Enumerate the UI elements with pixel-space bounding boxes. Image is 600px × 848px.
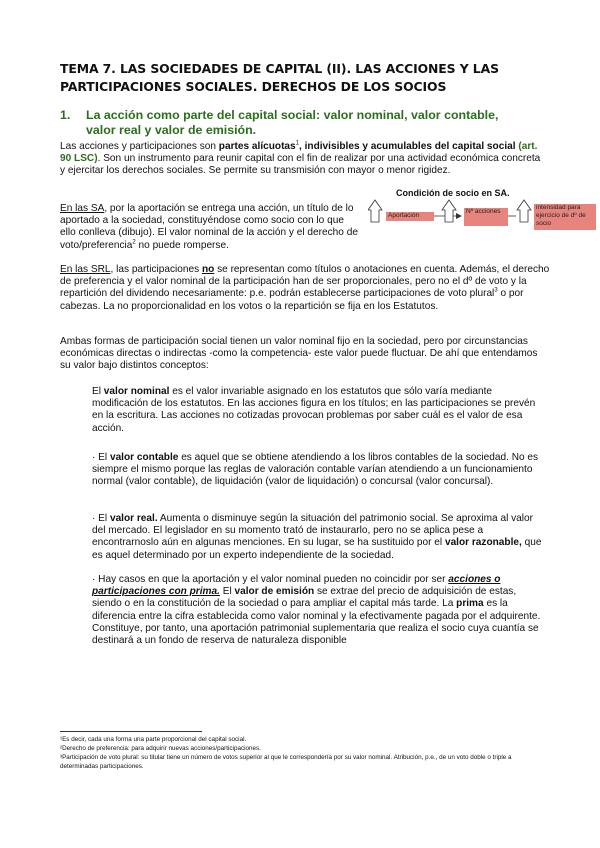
footnote-2: ²Derecho de preferencia: para adquirir nuevas acciones/participaciones.: [60, 745, 261, 752]
text: Las acciones y participaciones son: [60, 141, 219, 152]
diagram-title: Condición de socio en SA.: [396, 188, 510, 198]
bold-text: valor de emisión: [234, 586, 315, 598]
acciones-box: Nº acciones: [464, 208, 508, 226]
footnote-ref: 3: [494, 288, 498, 295]
emphasis-no: no: [201, 264, 215, 275]
text: se representan como títulos o anotaciones en cuenta. Además, el derecho de preferencia y el valor nominal de la participación han de ser proporcionales, pero no el dº de voto y la repartición del dividendo necesariamente: p.e. podrán establecerse participaciones de voto plural: [60, 264, 550, 300]
article-ref: (art. 90 LSC): [60, 141, 538, 165]
valor-real-paragraph: [92, 513, 546, 562]
text: El: [219, 586, 235, 598]
socio-diagram: [368, 188, 598, 244]
text: que es aquel determinado por un experto independiente de la sociedad.: [92, 537, 542, 561]
up-arrow-icon: [368, 200, 382, 222]
valor-nominal-paragraph: [92, 386, 546, 435]
intensidad-box: intensidad para ejercicio de dº de socio: [534, 204, 596, 230]
footnote-ref: 1: [295, 140, 299, 147]
text: es el valor invariable asignado en los estatutos que sólo varía mediante modificación de los estatutos. En las acciones figura en los títulos; en las participaciones se prevén en la escritura. Las acciones no cotizadas provocan problemas por saber cuál es el valor de esa acción.: [92, 386, 536, 434]
bold-text: partes alícuotas: [218, 141, 296, 152]
underlined-text: En las SRL: [60, 264, 111, 275]
footnote-3: ³Participación de voto plural: su titular tiene un número de votos superior al que le correspondería por su valor nominal. Atribución, p.e., de un voto doble o triple a determinadas participaciones.: [60, 754, 512, 770]
bold-text: valor nominal: [103, 386, 170, 397]
underlined-text: En las SA: [60, 203, 105, 214]
sa-paragraph: [60, 203, 358, 252]
bold-text: valor real.: [109, 513, 158, 524]
up-arrow-icon: [517, 200, 531, 222]
text: · El: [92, 452, 110, 463]
bold-italic-text: acciones o participaciones con prima.: [92, 574, 501, 598]
ambas-paragraph: Ambas formas de participación social tienen un valor nominal fijo en la sociedad, pero por circunstancias económicas directas o indirectas -como la competencia- este valor puede fluctuar. De ahí que entendamos su valor bajo distintos conceptos:: [60, 336, 538, 372]
intro-paragraph: [60, 141, 544, 178]
bold-text: prima: [456, 598, 484, 610]
footnote-divider: [60, 731, 202, 732]
footnote-1: ¹Es decir, cada una forma una parte proporcional del capital social.: [60, 736, 247, 743]
up-arrow-icon: [442, 200, 456, 222]
text: · Hay casos en que la aportación y el valor nominal pueden no coincidir por ser: [92, 574, 449, 585]
valor-contable-paragraph: [92, 452, 546, 489]
text: o por cabezas. La no proporcionalidad en los votos o la repartición se fija en los Estatutos.: [60, 288, 524, 312]
arrow-head-icon: [456, 213, 462, 219]
text: . Son un instrumento para reunir capital con el fin de realizar por una actividad económica concreta y ejercitar los derechos sociales. Se permite su transmisión con mayor o menor rigidez.: [60, 153, 541, 177]
footnote-ref: 2: [132, 239, 136, 246]
text: , las participaciones: [110, 264, 202, 275]
bold-text: valor contable: [109, 452, 179, 463]
bold-text: , indivisibles y acumulables del capital social: [299, 141, 516, 152]
page-title: TEMA 7. LAS SOCIEDADES DE CAPITAL (II). LAS ACCIONES Y LAS PARTICIPACIONES SOCIALES. DERECHOS DE LOS SOCIOS: [60, 61, 499, 94]
bold-text: valor razonable,: [444, 537, 522, 549]
text: · El: [92, 513, 110, 524]
srl-paragraph: [60, 264, 550, 313]
text: El: [92, 386, 104, 397]
section-heading-text: La acción como parte del capital social: valor nominal, valor contable, valor real y valor de emisión.: [86, 108, 499, 137]
aportacion-box: Aportación: [386, 212, 434, 221]
text: no puede romperse.: [135, 239, 229, 251]
text: Aumenta o disminuye según la situación del patrimonio social. Se aproxima al valor del mercado. El legislador en su momento trató de instaurarlo, pero no se aplica pese a encontrarnoslo aún en algunas menciones. En su lugar, se ha sustituido por el: [92, 513, 534, 549]
valor-emision-paragraph: [92, 574, 546, 647]
text: se extrae del precio de adquisición de estas, siendo o en la constitución de la sociedad o para ampliar el capital más tarde. La: [92, 586, 517, 610]
section-heading: [60, 108, 540, 138]
text: es aquel que se obtiene atendiendo a los libros contables de la sociedad. No es siempre el mismo porque las reglas de valoración contable varían atendiendo a un funcionamiento normal (valor contable), de liquidación (valor de liquidación) o concursal (valor concursal).: [92, 452, 539, 488]
text: , por la aportación se entrega una acción, un título de lo aportado a la sociedad, constituyéndose como socio con lo que ello conlleva (dibujo). El valor nominal de la acción y el derecho de voto/preferencia: [60, 203, 358, 251]
text: es la diferencia entre la cifra establecida como valor nominal y la efectivamente pagada por el adquirente. Constituye, por tanto, una aportación patrimonial suplementaria que realiza el socio cuya cuantía se destinará a un fondo de reserva de naturaleza disponible: [92, 598, 541, 647]
section-number: 1.: [60, 108, 71, 122]
